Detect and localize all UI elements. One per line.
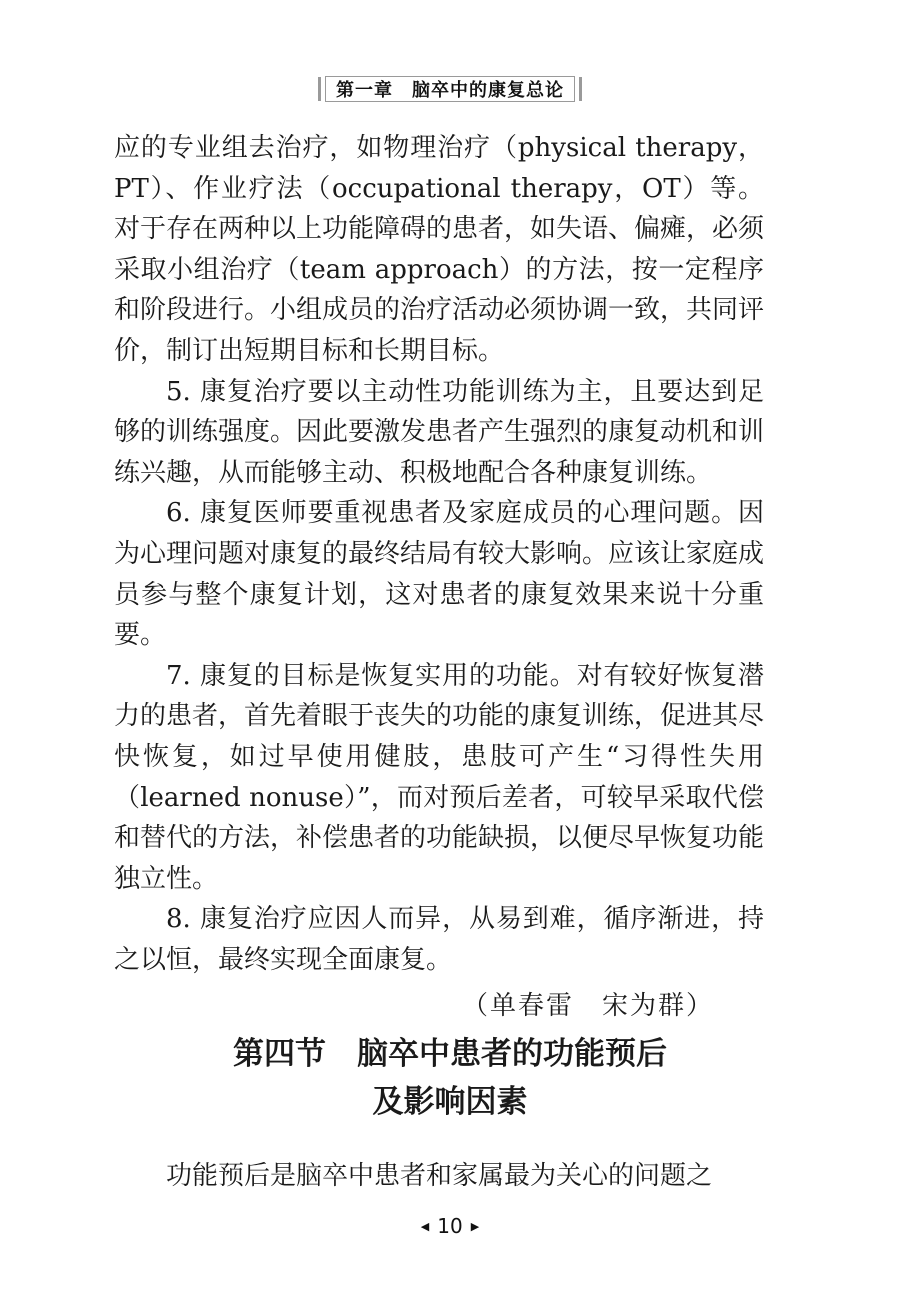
running-header [0,76,900,102]
section-body [114,1156,764,1197]
body-text [114,128,764,1027]
paragraph-item-5: 5. 康复治疗要以主动性功能训练为主，且要达到足够的训练强度。因此要激发患者产生强烈的康复动机和训练兴趣，从而能够主动、积极地配合各种康复训练。 [114,376,765,488]
paragraph-item-6: 6. 康复医师要重视患者及家庭成员的心理问题。因为心理问题对康复的最终结局有较大影响。应该让家庭成员参与整个康复计划，这对患者的康复效果来说十分重要。 [114,498,765,651]
paragraph-1: 应的专业组去治疗，如物理治疗（physical therapy，PT）、作业疗法（occupational therapy，OT）等。对于存在两种以上功能障碍的患者，如失语、偏瘫，必须采取小组治疗（team approach）的方法，按一定程序和阶段进行。小组成员的治疗活动必须协调一致，共同评价，制订出短期目标和长期目标。 [114,133,765,366]
paragraph-item-7: 7. 康复的目标是恢复实用的功能。对有较好恢复潜力的患者，首先着眼于丧失的功能的康复训练，促进其尽快恢复，如过早使用健肢，患肢可产生“习得性失用（learned nonuse）”，而对预后差者，可较早采取代偿和替代的方法，补偿患者的功能缺损，以便尽早恢复功能独立性。 [114,660,765,894]
section-first-paragraph: 功能预后是脑卒中患者和家属最为关心的问题之 [166,1161,713,1191]
section-heading-line-2: 及影响因素 [372,1084,528,1120]
header-right-bar [579,77,582,101]
page-number: 10 [437,1214,463,1238]
paragraph-item-8: 8. 康复治疗应因人而异，从易到难，循序渐进，持之以恒，最终实现全面康复。 [114,904,764,975]
section-heading-line-1: 第四节 脑卒中患者的功能预后 [233,1036,667,1072]
chapter-title: 第一章 脑卒中的康复总论 [325,76,575,102]
author-signature: （单春雷 宋为群） [461,991,714,1022]
triangle-right-icon: ▶ [470,1220,480,1233]
page-footer [0,1214,900,1238]
section-heading [0,1030,900,1126]
triangle-left-icon: ◀ [420,1220,430,1233]
header-left-bar [318,77,321,101]
